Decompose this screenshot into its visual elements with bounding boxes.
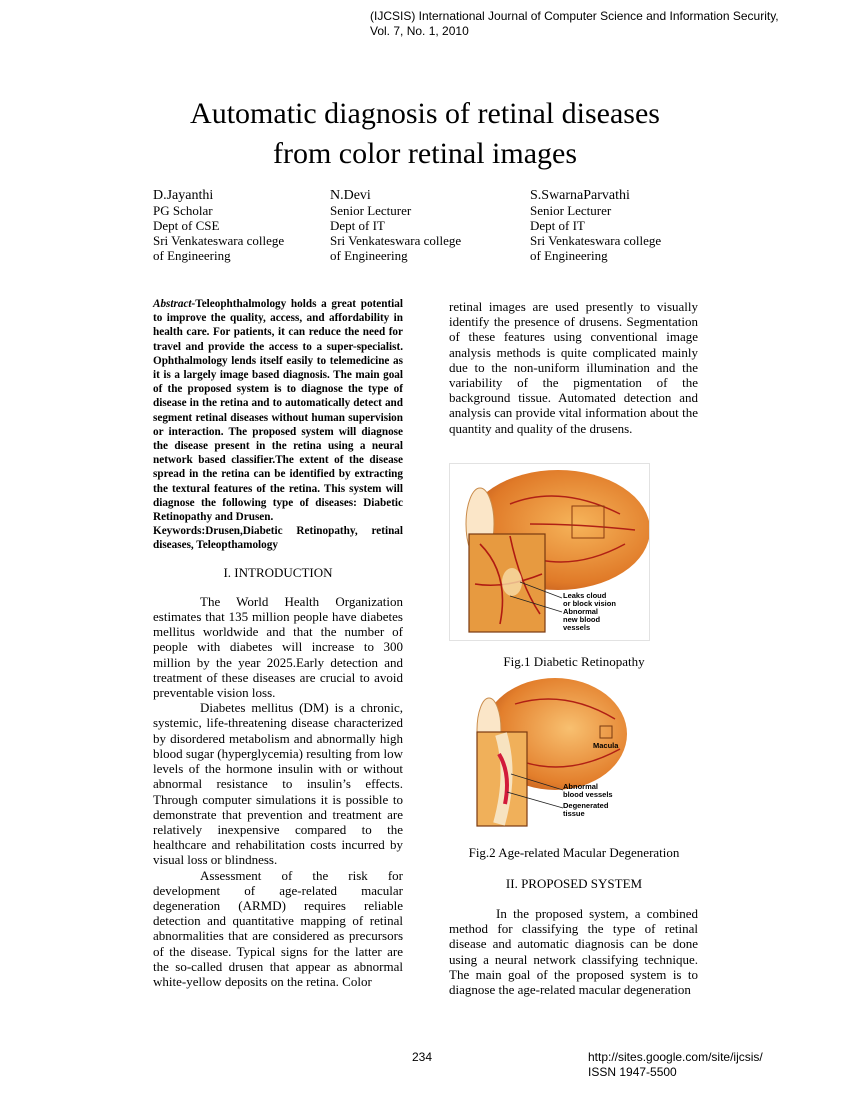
left-column <box>153 297 403 989</box>
intro-continuation: retinal images are used presently to visually identify the presence of drusens. Segmentation of these features using conventional image analysis methods is quite complicated mainly due to the non-uniform illumination and the variability of the pigmentation of the background tissue. Automated detection and analysis can provide vital information about the quantity and quality of the drusens. <box>449 299 698 436</box>
intro-paragraph: The World Health Organization estimates that 135 million people have diabetes mellitus worldwide and that the number of people with diabetes will increase to 300 million by the year 2025.Early detection and treatment of these diseases are crucial to avoid preventable vision loss. <box>153 593 403 701</box>
fig1-label-abnormal-cont: new blood <box>563 615 601 624</box>
author-name: N.Devi <box>330 188 371 203</box>
fig2-label-abnormal: Abnormal <box>563 782 599 791</box>
page-number: 234 <box>412 1050 433 1064</box>
author-institution-cont: of Engineering <box>530 248 608 263</box>
author-institution: Sri Venkateswara college <box>530 233 662 248</box>
abstract <box>153 297 403 553</box>
author-role: Senior Lecturer <box>330 203 412 218</box>
right-column-proposed <box>449 906 698 997</box>
title-line-1: Automatic diagnosis of retinal diseases <box>190 97 660 130</box>
proposed-paragraph: In the proposed system, a combined method for classifying the type of retinal disease and automatic diagnosis can be done using a neural network classifying technique. The main goal of the proposed system is to diagnose the age-related macular degeneration <box>449 906 698 998</box>
journal-header <box>370 9 840 39</box>
figure-diabetic-retinopathy <box>449 463 650 641</box>
issn: ISSN 1947-5500 <box>588 1065 677 1079</box>
author-dept: Dept of IT <box>530 218 585 233</box>
author-dept: Dept of CSE <box>153 218 220 233</box>
author-institution: Sri Venkateswara college <box>330 233 462 248</box>
abstract-label: Abstract- <box>153 298 196 310</box>
journal-name: (IJCSIS) International Journal of Computer Science and Information Security, <box>370 9 779 23</box>
intro-paragraph: Assessment of the risk for development of age-related macular degeneration (ARMD) requires reliable detection and quantitative mapping of retinal abnormalities that are considered as precursors of the disease. Typical signs for the latter are the so-called drusen that appear as abnormal white-yellow deposits on the retina. Color <box>153 867 403 989</box>
author-1 <box>153 188 284 263</box>
figure-2-caption: Fig.2 Age-related Macular Degeneration <box>468 845 680 860</box>
paper-title <box>0 94 850 174</box>
figure-1-caption: Fig.1 Diabetic Retinopathy <box>503 654 645 669</box>
author-institution-cont: of Engineering <box>153 248 231 263</box>
section-heading-introduction: I. INTRODUCTION <box>223 564 333 580</box>
fig2-label-degenerated: Degenerated <box>563 801 609 810</box>
footer-info <box>588 1050 763 1080</box>
figure-amd <box>455 674 631 830</box>
author-role: Senior Lecturer <box>530 203 612 218</box>
title-line-2: from color retinal images <box>272 137 578 170</box>
fig1-label-leaks: Leaks cloud <box>563 591 607 600</box>
author-2 <box>330 188 461 263</box>
fig1-label-abnormal-cont2: vessels <box>563 623 591 632</box>
right-column-continuation <box>449 299 698 436</box>
journal-url: http://sites.google.com/site/ijcsis/ <box>588 1050 763 1064</box>
author-institution: Sri Venkateswara college <box>153 233 285 248</box>
fig1-label-leaks-cont: or block vision <box>563 599 616 608</box>
author-3 <box>530 188 661 263</box>
fig2-label-macula: Macula <box>593 741 619 750</box>
eye-diagram-1 <box>450 464 649 640</box>
author-name: S.SwarnaParvathi <box>530 188 630 203</box>
abstract-text: Teleophthalmology holds a great potential to improve the quality, access, and affordability in health care. For patients, it can reduce the need for travel and provide the access to a super-specialist. Ophthalmology lends itself easily to telemedicine as it is a largely image based diagnosis. The main goal of the proposed system is to diagnose the type of disease in the retina and to automatically detect and segment retinal diseases without human supervision or interaction. The proposed system will diagnose the disease present in the retina using a neural network based classifier.The extent of the disease spread in the retina can be identified by extracting the textural features of the retina. This system will diagnose the following type of diseases: Diabetic Retinopathy and Drusen. <box>153 298 403 524</box>
keywords: Keywords:Drusen,Diabetic Retinopathy, retinal diseases, Teleopthamology <box>153 525 403 552</box>
author-role: PG Scholar <box>153 203 213 218</box>
fig1-label-abnormal: Abnormal <box>563 607 599 616</box>
author-name: D.Jayanthi <box>153 188 214 203</box>
intro-paragraph: Diabetes mellitus (DM) is a chronic, systemic, life-threatening disease characterized by disordered metabolism and abnormally high blood sugar (hyperglycemia) resulting from low levels of the hormone insulin with or without abnormal resistance to insulin’s effects. Through computer simulations it is possible to demonstrate that prevention and treatment are relatively inexpensive compared to the healthcare and rehabilitation costs incurred by visual loss or blindness. <box>153 700 403 868</box>
author-institution-cont: of Engineering <box>330 248 408 263</box>
fig2-label-degenerated-cont: tissue <box>563 809 585 818</box>
fig2-label-abnormal-cont: blood vessels <box>563 790 613 799</box>
journal-volume: Vol. 7, No. 1, 2010 <box>370 24 469 38</box>
section-heading-proposed: II. PROPOSED SYSTEM <box>505 876 643 891</box>
inset-leak <box>502 568 522 596</box>
eye-diagram-2 <box>455 674 631 830</box>
author-dept: Dept of IT <box>330 218 385 233</box>
